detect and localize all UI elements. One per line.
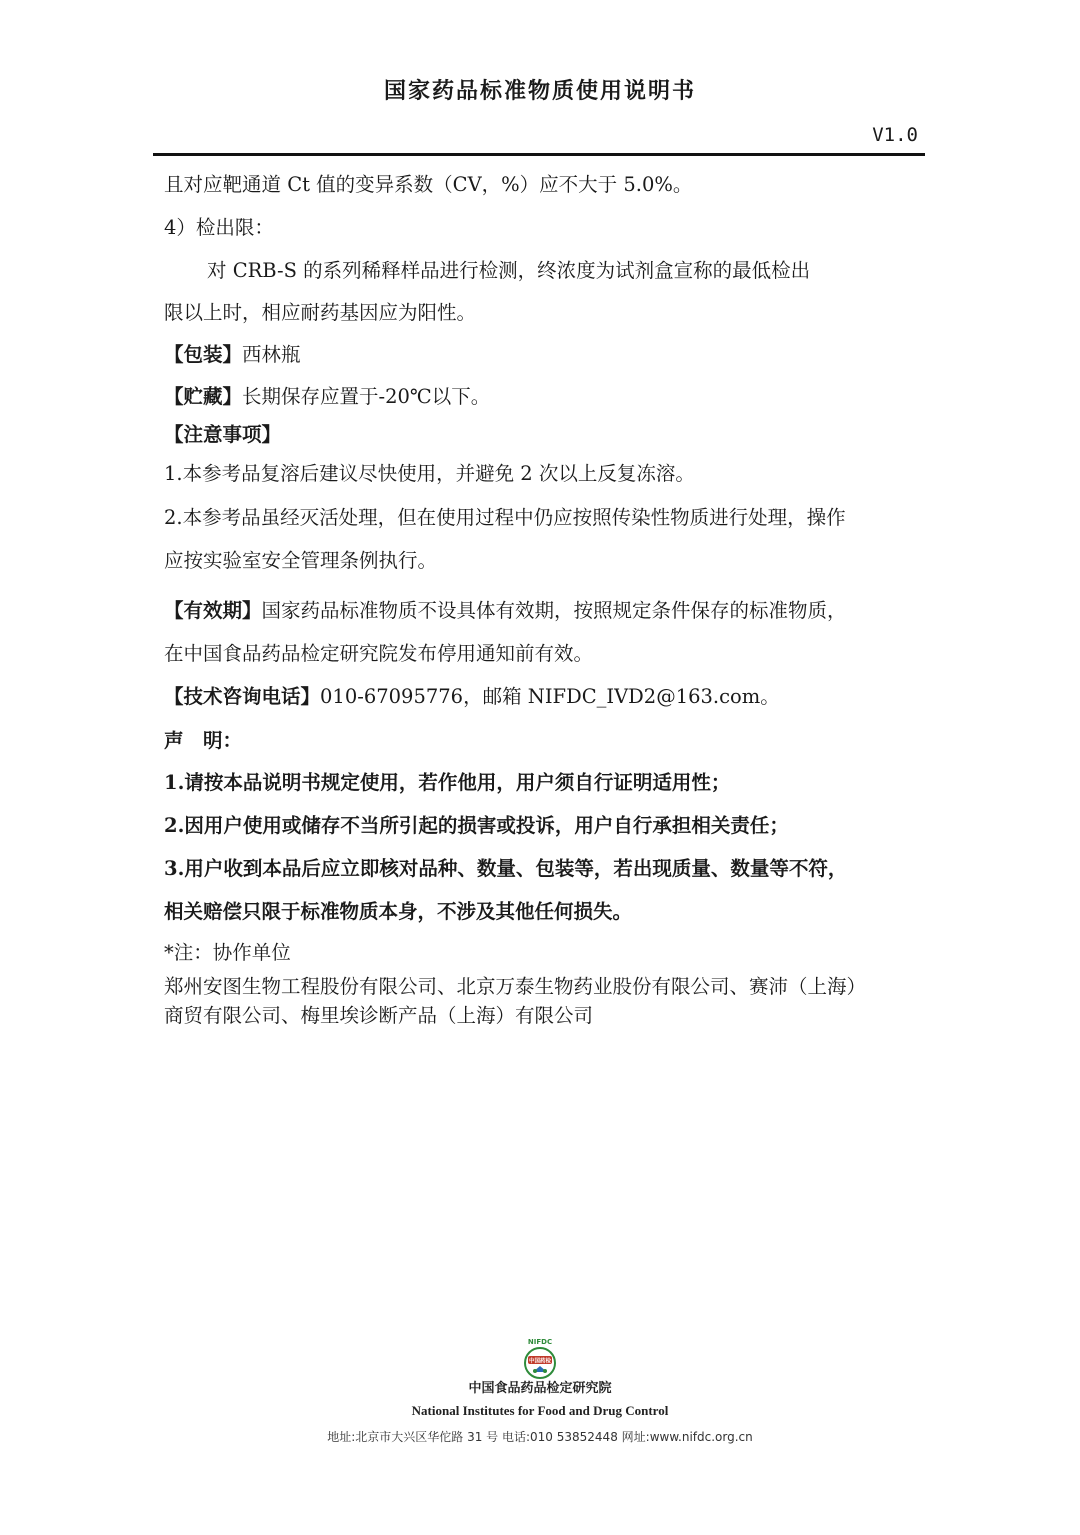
contact-section bbox=[164, 684, 780, 710]
logo-cn-text: 中国药检 bbox=[528, 1358, 552, 1365]
storage-text: 长期保存应置于-20℃以下。 bbox=[242, 385, 491, 408]
note-item: 2.本参考品虽经灭活处理，但在使用过程中仍应按照传染性物质进行处理，操作 bbox=[164, 506, 846, 529]
packaging-section bbox=[164, 342, 301, 368]
packaging-label: 【包装】 bbox=[164, 343, 243, 366]
note-item: 1.本参考品复溶后建议尽快使用，并避免 2 次以上反复冻溶。 bbox=[164, 462, 695, 485]
validity-text-cont: 在中国食品药品检定研究院发布停用通知前有效。 bbox=[164, 642, 594, 665]
statement-item: 2.因用户使用或储存不当所引起的损害或投诉，用户自行承担相关责任； bbox=[164, 814, 789, 837]
statement-heading: 声 明： bbox=[164, 729, 243, 752]
header-divider bbox=[153, 153, 925, 156]
body-line: 4）检出限： bbox=[164, 216, 274, 239]
contact-label: 【技术咨询电话】 bbox=[164, 685, 321, 708]
collab-line: 商贸有限公司、梅里埃诊断产品（上海）有限公司 bbox=[164, 1004, 594, 1027]
packaging-text: 西林瓶 bbox=[242, 343, 301, 366]
body-line: 限以上时，相应耐药基因应为阳性。 bbox=[164, 301, 477, 324]
collab-heading: *注：协作单位 bbox=[164, 941, 291, 964]
body-line: 对 CRB-S 的系列稀释样品进行检测，终浓度为试剂盒宣称的最低检出 bbox=[207, 259, 811, 282]
note-item: 应按实验室安全管理条例执行。 bbox=[164, 549, 438, 572]
validity-section bbox=[164, 598, 847, 624]
statement-item: 3.用户收到本品后应立即核对品种、数量、包装等，若出现质量、数量等不符， bbox=[164, 857, 848, 880]
collab-line: 郑州安图生物工程股份有限公司、北京万泰生物药业股份有限公司、赛沛（上海） bbox=[164, 975, 867, 998]
footer-address: 地址:北京市大兴区华佗路 31 号 电话:010 53852448 网址:www.nifdc.org.cn bbox=[327, 1430, 753, 1444]
validity-text: 国家药品标准物质不设具体有效期，按照规定条件保存的标准物质， bbox=[261, 599, 847, 622]
version-label: V1.0 bbox=[872, 124, 918, 146]
document-title: 国家药品标准物质使用说明书 bbox=[383, 78, 696, 104]
statement-item: 1.请按本品说明书规定使用，若作他用，用户须自行证明适用性； bbox=[164, 771, 731, 794]
storage-section bbox=[164, 384, 490, 410]
contact-text: 010-67095776，邮箱 NIFDC_IVD2@163.com。 bbox=[320, 685, 780, 708]
footer-org-cn: 中国食品药品检定研究院 bbox=[468, 1381, 612, 1396]
notes-heading: 【注意事项】 bbox=[164, 423, 282, 446]
statement-item: 相关赔偿只限于标准物质本身，不涉及其他任何损失。 bbox=[164, 900, 633, 923]
storage-label: 【贮藏】 bbox=[164, 385, 243, 408]
body-line: 且对应靶通道 Ct 值的变异系数（CV，%）应不大于 5.0%。 bbox=[164, 173, 693, 196]
logo-text: NIFDC bbox=[527, 1338, 553, 1346]
validity-label: 【有效期】 bbox=[164, 599, 262, 622]
footer-org-en: National Institutes for Food and Drug Control bbox=[411, 1403, 669, 1418]
